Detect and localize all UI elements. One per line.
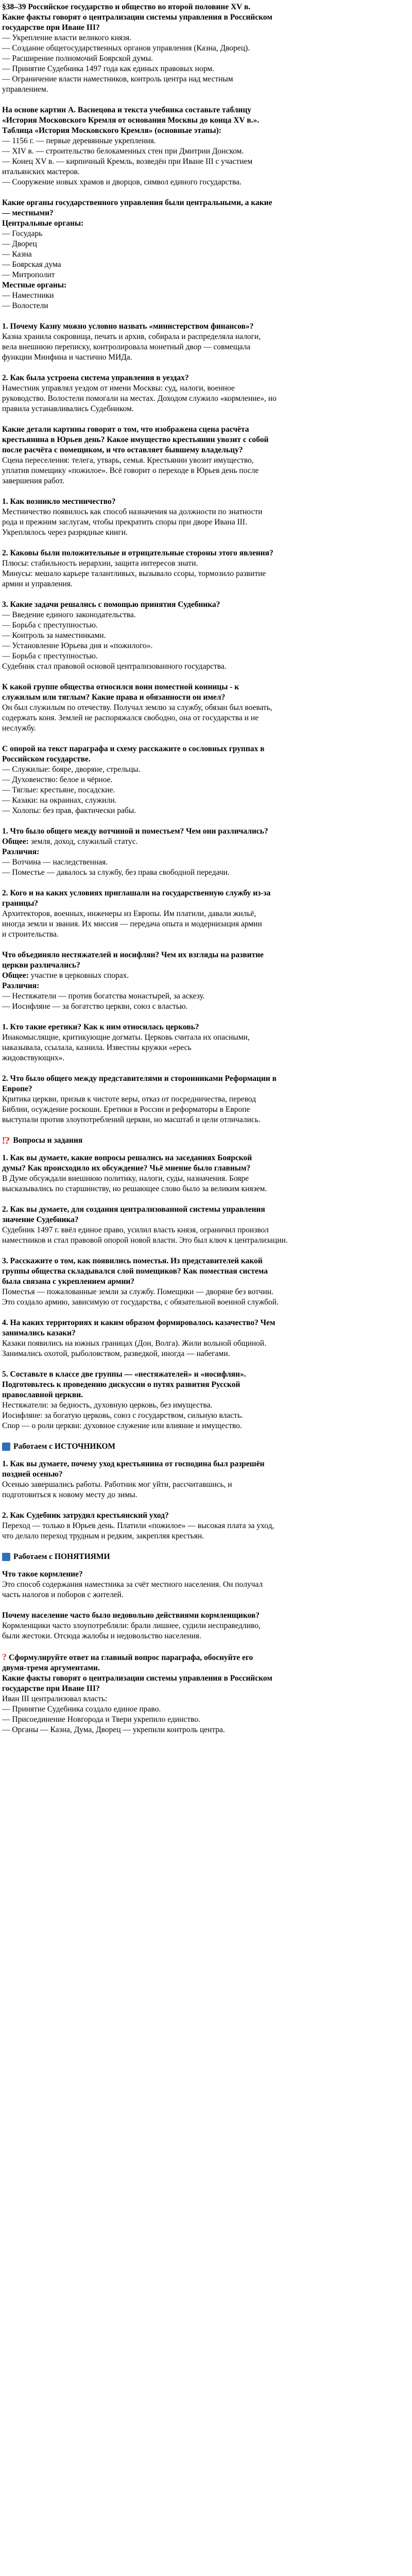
answer-line: — Создание общегосударственных органов управления (Казна, Дворец). [2,44,250,53]
answer-line: Спор — о роли церкви: духовное служение или влияние и имущество. [2,1421,242,1430]
question: церкви различались? [2,961,80,970]
question: Российском государстве. [2,755,91,764]
question: К какой группе общества относился воин поместной конницы - к [2,683,239,691]
question: 4. На каких территориях и каким образом формировалось казачество? Чем [2,1318,276,1327]
question: значение Судебника? [2,1215,79,1224]
question: Какие органы государственного управления были центральными, а какие [2,198,272,207]
answer-line: выступали против злоупотреблений церкви, но масштаб и цели отличались. [2,1115,261,1124]
question: группы общества складывался слой помещиков? Как поместная система [2,1267,268,1276]
question: Какие факты говорят о централизации системы управления в Российском [2,13,272,22]
answer-line: иногда земли и звания. Их миссия — передача опыта и модернизация армии [2,920,262,928]
section-title: Вопросы и задания [13,1136,83,1145]
answer-line: — Казаки: на окраинах, служили. [2,796,117,805]
answer-line: В Думе обсуждали внешнюю политику, налоги, суды, назначения. Бояре [2,1174,249,1183]
answer-line: Инакомыслящие, критикующие догматы. Церковь считала их опасными, [2,1033,250,1042]
answer-line: Занимались охотой, рыболовством, разведкой, иногда — набегами. [2,1349,230,1358]
answer-line: — Конец XV в. — кирпичный Кремль, возведён при Иване III с участием [2,157,253,166]
answer-line: наместников и стал правовой опорой новой власти. Это был ключ к централизации. [2,1236,288,1245]
answer-line: Местничество появилось как способ назначения на должности по знатности [2,507,263,516]
list-item: — Митрополит [2,270,55,279]
answer-line: — Холопы: без прав, фактически рабы. [2,806,136,815]
question: Какие факты говорят о централизации системы управления в Российском [2,1674,272,1683]
page-title: §38–39 Российское государство и общество во второй половине XV в. [2,3,251,11]
answer-line: наказывала, ссылала, казнила. Известны кружки «ересь [2,1043,192,1052]
question: 2. Как Судебник затрудил крестьянский уход? [2,1511,169,1520]
answer-line: завершения работ. [2,477,64,485]
answer-line: Минусы: мешало карьере талантливых, вызывало ссоры, тормозило развитие [2,569,266,578]
question: 2. Что было общего между представителями и сторонниками Реформации в [2,1074,277,1083]
question: служилым или тяглым? Какие права и обязанности он имел? [2,693,226,702]
section-square-icon [2,1443,10,1451]
question: Европе? [2,1084,32,1093]
answer-line: Это создало армию, зависимую от государства, с обязательной военной службой. [2,1298,279,1307]
question: Подготовьтесь к проведению дискуссии о путях развития Русской [2,1380,241,1389]
question: «История Московского Кремля от основания Москвы до конца XV в.». [2,116,260,125]
answer-line: армии и управления. [2,580,73,588]
list-item: — Волостели [2,301,48,310]
question: С опорой на текст параграфа и схему расскажите о сословных группах в [2,744,265,753]
answer-line: — Нестяжатели — против богатства монастырей, за аскезу. [2,992,205,1001]
answer-line: — Борьба с преступностью. [2,621,98,630]
answer-line: — Установление Юрьева дня и «пожилого». [2,641,153,650]
question: крестьянина в Юрьев день? Какое имущество крестьянин увозит с собой [2,435,269,444]
answer-line: Критика церкви, призыв к чистоте веры, отказ от посредничества, перевод [2,1095,256,1104]
list-item: — Дворец [2,240,37,248]
section-title: Работаем с ПОНЯТИЯМИ [13,1552,110,1561]
question: Какие детали картины говорят о том, что изображена сцена расчёта [2,425,249,434]
section-title: Работаем с ИСТОЧНИКОМ [13,1442,116,1451]
question-marks-icon: ⁉ [2,1136,10,1146]
answer-line: функции Минфина и частично МИДа. [2,353,132,362]
answer-line: — 1156 г. — первые деревянные укрепления. [2,137,156,145]
answer-line: — Принятие Судебника создало единое право. [2,1705,161,1714]
answer-line: что делало переход трудным и редким, закрепляя крестьян. [2,1532,204,1540]
question: 2. Как вы думаете, для создания централизованной системы управления [2,1205,265,1214]
question: 2. Каковы были положительные и отрицательные стороны этого явления? [2,549,273,557]
section-sources [2,1442,410,1452]
answer-line: содержать коня. Землей не распоряжался свободно, она от государства и не [2,714,259,722]
question: думы? Как происходило их обсуждение? Чьё мнение было главным? [2,1164,251,1173]
answer-line: Иван III централизовал власть: [2,1694,108,1703]
question: На основе картин А. Васнецова и текста учебника составьте таблицу [2,106,252,114]
answer-line: Иосифляне: за богатую церковь, союз с государством, сильную власть. [2,1411,243,1420]
answer-line: правила устанавливались Судебником. [2,404,134,413]
answer-line: — Иосифляне — за богатство церкви, союз с властью. [2,1002,188,1011]
common-text: участие в церковных спорах. [28,971,129,980]
answer-line: — Расширение полномочий Боярской думы. [2,54,153,63]
answer-line: управлением. [2,85,48,94]
answer-line: Кормленщики часто злоупотребляли: брали лишнее, судили несправедливо, [2,1621,261,1630]
answer-line: и строительства. [2,930,59,939]
answer-line: — Ограничение власти наместников, контроль центра над местным [2,75,233,83]
answer-line: — Принятие Судебника 1497 года как единых правовых норм. [2,64,214,73]
answer-line: Судебник стал правовой основой централизованного государства. [2,662,227,671]
answer-line: — XIV в. — строительство белокаменных стен при Дмитрии Донском. [2,147,244,156]
answer-line: Это способ содержания наместника за счёт местного населения. Он получал [2,1580,263,1589]
question: 1. Как вы думаете, почему уход крестьянина от господина был разрешён [2,1460,265,1468]
question: 1. Почему Казну можно условно назвать «министерством финансов»? [2,322,254,331]
subheading: Центральные органы: [2,219,84,228]
question: 2. Кого и на каких условиях приглашали на государственную службу из-за [2,889,271,897]
answer-line: были жестоки. Отсюда жалобы и недовольство населения. [2,1632,201,1640]
question [2,1652,410,1663]
answer-line: — Сооружение новых храмов и дворцов, символ единого государства. [2,178,242,187]
question: двумя-тремя аргументами. [2,1664,100,1672]
question: 1. Как возникло местничество? [2,497,116,506]
list-item: — Государь [2,229,43,238]
answer-line: — Тяглые: крестьяне, посадские. [2,786,115,794]
answer-line: подготовиться к новому месту до зимы. [2,1490,138,1499]
answer-line: Нестяжатели: за бедность, духовную церковь, без имущества. [2,1401,213,1410]
answer-line: вела внешнюю переписку, контролировала монетный двор — совмещала [2,343,251,351]
answer-line: Судебник 1497 г. ввёл единое право, усилил власть князя, ограничил произвол [2,1226,269,1234]
answer-line: — Контроль за наместниками. [2,631,106,640]
common-label: Общее: [2,837,29,846]
answer-line: — Органы — Казна, Дума, Дворец — укрепили контроль центра. [2,1725,225,1734]
common-text: земля, доход, служилый статус. [28,837,138,846]
question-text: Сформулируйте ответ на главный вопрос параграфа, обоснуйте его [8,1653,253,1662]
question: 5. Составьте в классе две группы — «нестяжателей» и «иосифлян». [2,1370,246,1379]
diff-label: Различия: [2,848,40,856]
answer-line: Сцена переселения: телега, утварь, семья. Крестьянин увозит имущество, [2,456,254,465]
answer-line: Казаки появились на южных границах (Дон, Волга). Жили вольной общиной. [2,1339,266,1348]
answer-line: Казна хранила сокровища, печать и архив, собирала и распределяла налоги, [2,332,261,341]
question: Что объединяло нестяжателей и иосифлян? Чем их взгляды на развитие [2,951,264,959]
answer-line: — Служилые: бояре, дворяне, стрельцы. [2,765,141,774]
section-concepts [2,1552,410,1562]
question: государстве при Иване III? [2,23,100,32]
question: Что такое кормление? [2,1570,83,1579]
question: Почему население часто было недовольно действиями кормленщиков? [2,1611,260,1620]
question: 1. Что было общего между вотчиной и поместьем? Чем они различались? [2,827,268,836]
answer-line: Он был служилым по отечеству. Получал землю за службу, обязан был воевать, [2,703,272,712]
answer-line: Плюсы: стабильность иерархии, защита интересов знати. [2,559,198,568]
answer-line: итальянских мастеров. [2,167,80,176]
answer-line: Архитекторов, военных, инженеры из Европы. Им платили, давали жильё, [2,909,256,918]
answer-line: — Духовенство: белое и чёрное. [2,775,113,784]
diff-label: Различия: [2,981,40,990]
section-questions [2,1136,410,1146]
answer-line: Переход — только в Юрьев день. Платили «пожилое» — высокая плата за уход, [2,1521,274,1530]
subheading: Местные органы: [2,281,67,290]
answer-line: Наместник управлял уездом от имени Москвы: суд, налоги, военное [2,384,235,393]
list-item: — Наместники [2,291,54,300]
answer-line: Укреплялось через разрядные книги. [2,528,128,537]
answer-line: неслужбу. [2,724,36,733]
answer-line: — Вотчина — наследственная. [2,858,108,867]
answer-line: — Поместье — давалось за службу, без права свободной передачи. [2,868,230,877]
question: Таблица «История Московского Кремля» (основные этапы): [2,126,221,135]
question: поздней осенью? [2,1470,63,1479]
answer-line: Осенью завершались работы. Работник мог уйти, рассчитавшись, и [2,1480,232,1489]
question: 2. Как была устроена система управления в уездах? [2,374,189,382]
answer-line: уплатив помещику «пожилое». Всё говорит о переходе в Юрьев день после [2,466,259,475]
answer-line: жидовствующих». [2,1054,65,1062]
answer-line: Библии, осуждение роскоши. Еретики в России и реформаторы в Европе [2,1105,250,1114]
question-marks-icon: ? [2,1652,7,1662]
answer-line: — Введение единого законодательства. [2,611,136,619]
answer-line: — Укрепление власти великого князя. [2,33,132,42]
answer-line: Поместья — пожалованные земли за службу. Помещики — дворяне без вотчин. [2,1287,273,1296]
question: 3. Расскажите о том, как появились поместья. Из представителей какой [2,1257,263,1265]
answer-line: руководство. Волостели помогали на местах. Доходом служило «кормление», но [2,394,277,403]
question: была связана с укреплением армии? [2,1277,135,1286]
question: 1. Как вы думаете, какие вопросы решались на заседаниях Боярской [2,1154,252,1162]
question: православной церкви. [2,1391,83,1399]
common-label: Общее: [2,971,29,980]
answer-line [2,971,410,981]
list-item: — Казна [2,250,32,259]
question: занимались казаки? [2,1329,76,1337]
question: государстве при Иване III? [2,1684,100,1693]
question: — местными? [2,209,54,217]
answer-line: рода и прежним заслугам, чтобы прекратить споры при дворе Ивана III. [2,518,247,527]
question: после расчёта с помещиком, и что оставляет бывшему владельцу? [2,446,243,454]
answer-line: высказывались по старшинству, но решающее слово было за великим князем. [2,1184,267,1193]
answer-line: часть налогов и поборов с жителей. [2,1590,124,1599]
list-item: — Боярская дума [2,260,61,269]
section-square-icon [2,1553,10,1561]
answer-line [2,837,410,847]
answer-line: — Присоединение Новгорода и Твери укрепило единство. [2,1715,200,1724]
question: 1. Кто такие еретики? Как к ним относилась церковь? [2,1023,199,1031]
answer-line: — Борьба с преступностью. [2,652,98,660]
question: 3. Какие задачи решались с помощью принятия Судебника? [2,600,220,609]
question: границы? [2,899,39,908]
